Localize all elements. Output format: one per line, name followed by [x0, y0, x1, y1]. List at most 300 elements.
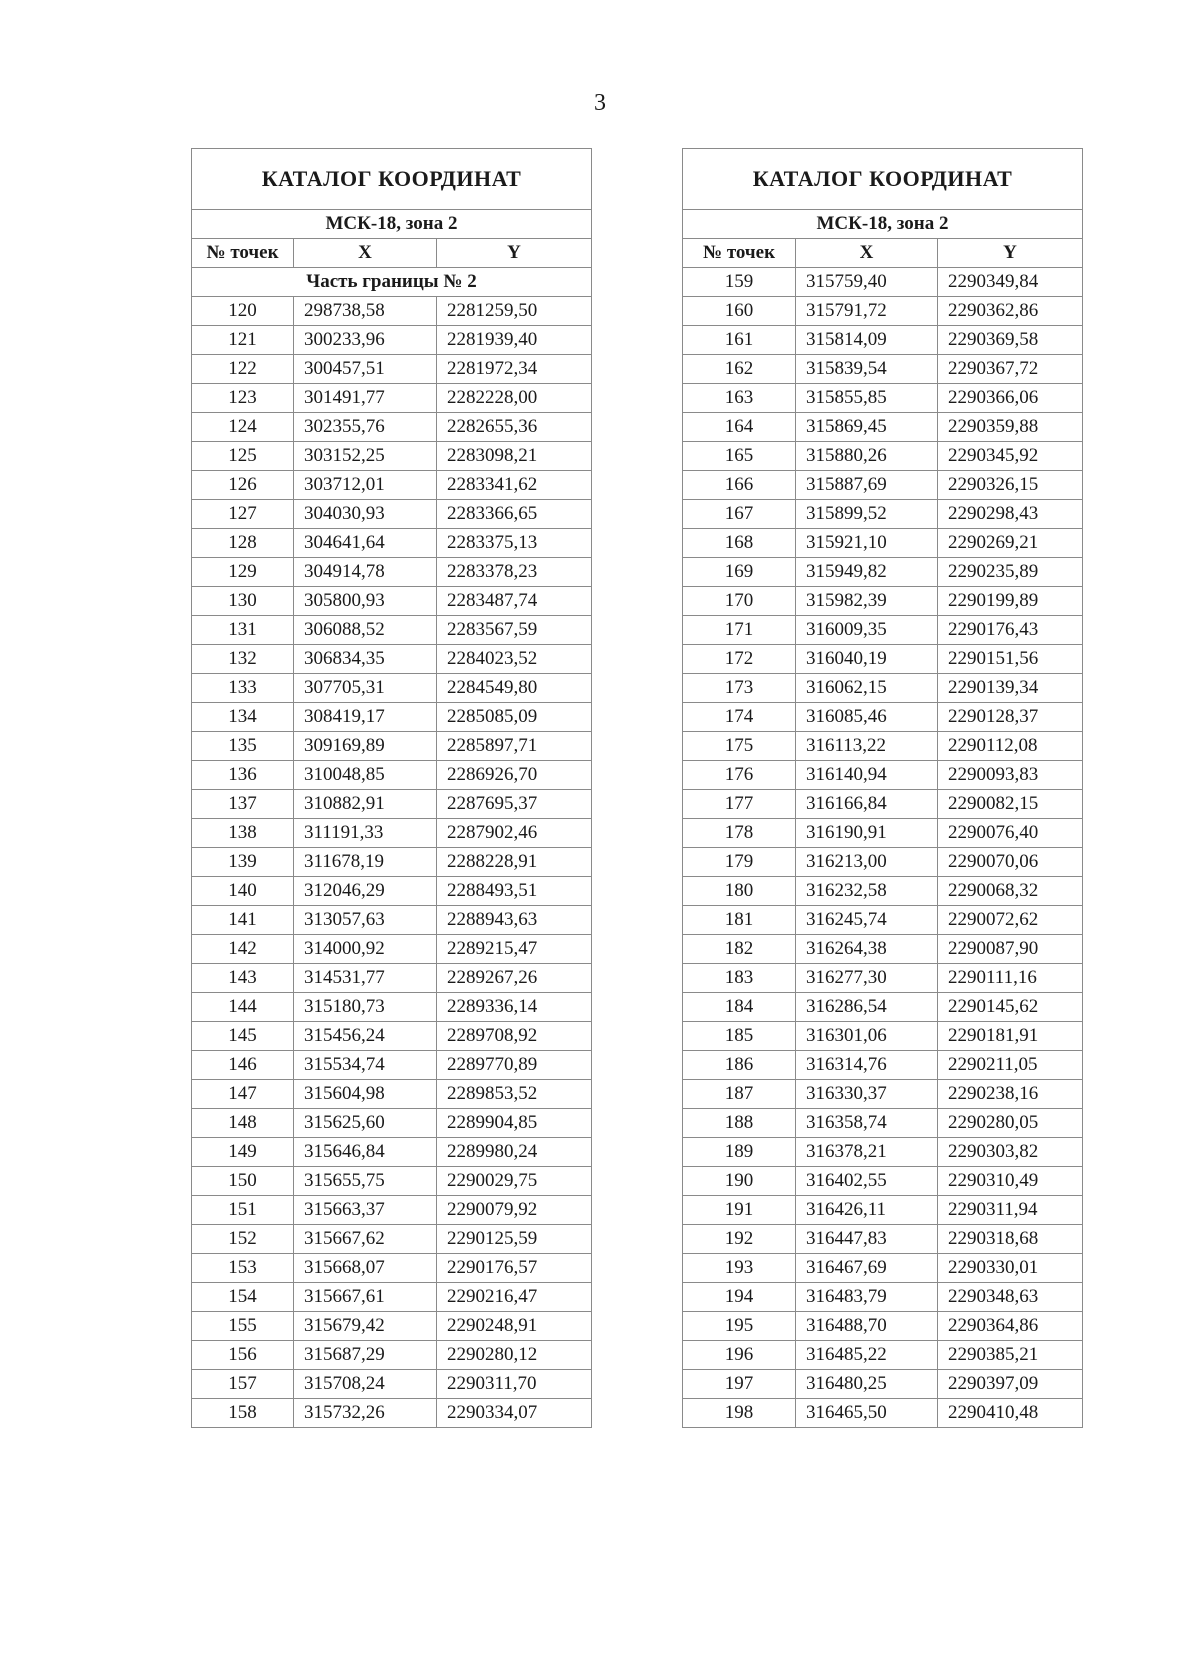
table-row	[192, 1283, 592, 1312]
x-coordinate-cell: 316465,50	[796, 1399, 938, 1428]
table-row	[192, 384, 592, 413]
table-row	[192, 674, 592, 703]
y-coordinate-cell: 2288943,63	[437, 906, 592, 935]
y-coordinate-cell: 2290318,68	[938, 1225, 1083, 1254]
point-number-cell: 182	[683, 935, 796, 964]
y-coordinate-cell: 2289853,52	[437, 1080, 592, 1109]
point-number-cell: 153	[192, 1254, 294, 1283]
x-coordinate-cell: 316467,69	[796, 1254, 938, 1283]
table-row	[192, 877, 592, 906]
point-number-cell: 140	[192, 877, 294, 906]
y-coordinate-cell: 2290070,06	[938, 848, 1083, 877]
table-row	[683, 1341, 1083, 1370]
point-number-cell: 161	[683, 326, 796, 355]
y-coordinate-cell: 2290298,43	[938, 500, 1083, 529]
table-row	[683, 442, 1083, 471]
y-coordinate-cell: 2290364,86	[938, 1312, 1083, 1341]
x-header: X	[294, 239, 437, 268]
table-row	[683, 1109, 1083, 1138]
y-coordinate-cell: 2290311,94	[938, 1196, 1083, 1225]
y-coordinate-cell: 2290145,62	[938, 993, 1083, 1022]
point-number-cell: 130	[192, 587, 294, 616]
table-row	[192, 1312, 592, 1341]
x-coordinate-cell: 316040,19	[796, 645, 938, 674]
y-coordinate-cell: 2290111,16	[938, 964, 1083, 993]
table-row	[192, 848, 592, 877]
y-coordinate-cell: 2289215,47	[437, 935, 592, 964]
x-coordinate-cell: 305800,93	[294, 587, 437, 616]
table-row	[192, 1022, 592, 1051]
x-coordinate-cell: 315604,98	[294, 1080, 437, 1109]
x-coordinate-cell: 316264,38	[796, 935, 938, 964]
point-number-cell: 163	[683, 384, 796, 413]
table-row	[683, 964, 1083, 993]
x-coordinate-cell: 316483,79	[796, 1283, 938, 1312]
y-coordinate-cell: 2283098,21	[437, 442, 592, 471]
y-coordinate-cell: 2282228,00	[437, 384, 592, 413]
y-coordinate-cell: 2290112,08	[938, 732, 1083, 761]
y-coordinate-cell: 2290176,43	[938, 616, 1083, 645]
y-coordinate-cell: 2290410,48	[938, 1399, 1083, 1428]
point-number-cell: 127	[192, 500, 294, 529]
table-row	[683, 819, 1083, 848]
x-coordinate-cell: 315839,54	[796, 355, 938, 384]
table-row	[192, 703, 592, 732]
point-number-cell: 154	[192, 1283, 294, 1312]
x-coordinate-cell: 315921,10	[796, 529, 938, 558]
x-coordinate-cell: 311191,33	[294, 819, 437, 848]
table-row	[192, 732, 592, 761]
y-coordinate-cell: 2290397,09	[938, 1370, 1083, 1399]
x-coordinate-cell: 298738,58	[294, 297, 437, 326]
point-number-cell: 139	[192, 848, 294, 877]
y-coordinate-cell: 2290311,70	[437, 1370, 592, 1399]
header-row	[683, 239, 1083, 268]
y-coordinate-cell: 2289267,26	[437, 964, 592, 993]
y-coordinate-cell: 2290199,89	[938, 587, 1083, 616]
x-coordinate-cell: 310048,85	[294, 761, 437, 790]
x-coordinate-cell: 315687,29	[294, 1341, 437, 1370]
x-coordinate-cell: 315732,26	[294, 1399, 437, 1428]
y-coordinate-cell: 2290362,86	[938, 297, 1083, 326]
point-number-cell: 145	[192, 1022, 294, 1051]
x-coordinate-cell: 316488,70	[796, 1312, 938, 1341]
point-number-cell: 142	[192, 935, 294, 964]
y-coordinate-cell: 2283487,74	[437, 587, 592, 616]
table-row	[192, 442, 592, 471]
point-number-cell: 169	[683, 558, 796, 587]
table-row	[683, 384, 1083, 413]
y-coordinate-cell: 2283341,62	[437, 471, 592, 500]
x-coordinate-cell: 316245,74	[796, 906, 938, 935]
point-number-cell: 188	[683, 1109, 796, 1138]
y-coordinate-cell: 2290093,83	[938, 761, 1083, 790]
x-coordinate-cell: 315667,62	[294, 1225, 437, 1254]
y-coordinate-cell: 2290330,01	[938, 1254, 1083, 1283]
table-row	[192, 326, 592, 355]
y-coordinate-cell: 2286926,70	[437, 761, 592, 790]
y-coordinate-cell: 2290151,56	[938, 645, 1083, 674]
x-coordinate-cell: 316358,74	[796, 1109, 938, 1138]
point-number-cell: 196	[683, 1341, 796, 1370]
x-coordinate-cell: 316447,83	[796, 1225, 938, 1254]
y-coordinate-cell: 2285897,71	[437, 732, 592, 761]
y-coordinate-cell: 2290235,89	[938, 558, 1083, 587]
y-coordinate-cell: 2283375,13	[437, 529, 592, 558]
x-coordinate-cell: 316301,06	[796, 1022, 938, 1051]
point-number-cell: 187	[683, 1080, 796, 1109]
x-coordinate-cell: 316277,30	[796, 964, 938, 993]
table-row	[192, 558, 592, 587]
coordinate-catalog-table	[191, 148, 592, 1428]
point-number-cell: 156	[192, 1341, 294, 1370]
x-coordinate-cell: 314531,77	[294, 964, 437, 993]
point-number-cell: 184	[683, 993, 796, 1022]
table-row	[192, 587, 592, 616]
y-coordinate-cell: 2288493,51	[437, 877, 592, 906]
y-coordinate-cell: 2288228,91	[437, 848, 592, 877]
x-coordinate-cell: 315679,42	[294, 1312, 437, 1341]
point-number-cell: 171	[683, 616, 796, 645]
point-number-cell: 120	[192, 297, 294, 326]
point-number-cell: 183	[683, 964, 796, 993]
y-coordinate-cell: 2290348,63	[938, 1283, 1083, 1312]
y-coordinate-cell: 2281939,40	[437, 326, 592, 355]
x-coordinate-cell: 301491,77	[294, 384, 437, 413]
table-row	[192, 471, 592, 500]
table-row	[683, 355, 1083, 384]
page-number: 3	[594, 90, 606, 116]
x-coordinate-cell: 316009,35	[796, 616, 938, 645]
y-coordinate-cell: 2290367,72	[938, 355, 1083, 384]
point-number-cell: 136	[192, 761, 294, 790]
point-number-cell: 198	[683, 1399, 796, 1428]
y-coordinate-cell: 2289904,85	[437, 1109, 592, 1138]
table-row	[192, 413, 592, 442]
table-row	[683, 935, 1083, 964]
x-coordinate-cell: 309169,89	[294, 732, 437, 761]
point-number-cell: 190	[683, 1167, 796, 1196]
y-coordinate-cell: 2290139,34	[938, 674, 1083, 703]
point-number-cell: 180	[683, 877, 796, 906]
x-coordinate-cell: 315759,40	[796, 268, 938, 297]
point-number-cell: 126	[192, 471, 294, 500]
x-coordinate-cell: 316286,54	[796, 993, 938, 1022]
y-coordinate-cell: 2281972,34	[437, 355, 592, 384]
table-row	[683, 1080, 1083, 1109]
x-coordinate-cell: 304030,93	[294, 500, 437, 529]
y-coordinate-cell: 2290369,58	[938, 326, 1083, 355]
x-coordinate-cell: 315814,09	[796, 326, 938, 355]
point-number-cell: 157	[192, 1370, 294, 1399]
point-number-cell: 146	[192, 1051, 294, 1080]
point-number-cell: 195	[683, 1312, 796, 1341]
point-number-cell: 135	[192, 732, 294, 761]
table-row	[683, 616, 1083, 645]
point-number-cell: 137	[192, 790, 294, 819]
point-number-cell: 147	[192, 1080, 294, 1109]
y-coordinate-cell: 2290082,15	[938, 790, 1083, 819]
point-number-cell: 121	[192, 326, 294, 355]
y-coordinate-cell: 2290176,57	[437, 1254, 592, 1283]
x-coordinate-cell: 316402,55	[796, 1167, 938, 1196]
point-number-cell: 143	[192, 964, 294, 993]
x-coordinate-cell: 316140,94	[796, 761, 938, 790]
y-coordinate-cell: 2289336,14	[437, 993, 592, 1022]
point-number-cell: 186	[683, 1051, 796, 1080]
point-number-cell: 155	[192, 1312, 294, 1341]
y-coordinate-cell: 2290125,59	[437, 1225, 592, 1254]
y-coordinate-cell: 2290345,92	[938, 442, 1083, 471]
y-coordinate-cell: 2290366,06	[938, 384, 1083, 413]
x-coordinate-cell: 316085,46	[796, 703, 938, 732]
table-row	[683, 1283, 1083, 1312]
y-coordinate-cell: 2285085,09	[437, 703, 592, 732]
y-coordinate-cell: 2290248,91	[437, 1312, 592, 1341]
table-row	[192, 1051, 592, 1080]
point-number-cell: 192	[683, 1225, 796, 1254]
table-row	[192, 1399, 592, 1428]
table-row	[683, 645, 1083, 674]
y-coordinate-cell: 2290349,84	[938, 268, 1083, 297]
point-number-cell: 141	[192, 906, 294, 935]
x-coordinate-cell: 315655,75	[294, 1167, 437, 1196]
table-row	[192, 1196, 592, 1225]
point-number-header: № точек	[683, 239, 796, 268]
x-coordinate-cell: 312046,29	[294, 877, 437, 906]
y-coordinate-cell: 2284023,52	[437, 645, 592, 674]
point-number-cell: 124	[192, 413, 294, 442]
x-coordinate-cell: 306088,52	[294, 616, 437, 645]
table-row	[683, 993, 1083, 1022]
point-number-cell: 149	[192, 1138, 294, 1167]
x-coordinate-cell: 315668,07	[294, 1254, 437, 1283]
table-row	[683, 1051, 1083, 1080]
point-number-cell: 151	[192, 1196, 294, 1225]
y-coordinate-cell: 2290238,16	[938, 1080, 1083, 1109]
x-coordinate-cell: 304641,64	[294, 529, 437, 558]
x-coordinate-cell: 316062,15	[796, 674, 938, 703]
point-number-cell: 164	[683, 413, 796, 442]
point-number-cell: 194	[683, 1283, 796, 1312]
x-coordinate-cell: 302355,76	[294, 413, 437, 442]
table-row	[683, 1138, 1083, 1167]
point-number-cell: 189	[683, 1138, 796, 1167]
x-coordinate-cell: 316232,58	[796, 877, 938, 906]
x-coordinate-cell: 304914,78	[294, 558, 437, 587]
point-number-cell: 172	[683, 645, 796, 674]
y-coordinate-cell: 2290385,21	[938, 1341, 1083, 1370]
point-number-cell: 138	[192, 819, 294, 848]
y-coordinate-cell: 2290269,21	[938, 529, 1083, 558]
table-row	[683, 877, 1083, 906]
point-number-cell: 148	[192, 1109, 294, 1138]
table-row	[683, 500, 1083, 529]
x-coordinate-cell: 315791,72	[796, 297, 938, 326]
x-coordinate-cell: 316485,22	[796, 1341, 938, 1370]
x-coordinate-cell: 306834,35	[294, 645, 437, 674]
x-coordinate-cell: 303152,25	[294, 442, 437, 471]
table-row	[683, 1254, 1083, 1283]
y-coordinate-cell: 2283378,23	[437, 558, 592, 587]
y-coordinate-cell: 2284549,80	[437, 674, 592, 703]
x-coordinate-cell: 315646,84	[294, 1138, 437, 1167]
y-coordinate-cell: 2281259,50	[437, 297, 592, 326]
y-coordinate-cell: 2290359,88	[938, 413, 1083, 442]
y-coordinate-cell: 2290280,05	[938, 1109, 1083, 1138]
table-row	[683, 413, 1083, 442]
point-number-cell: 158	[192, 1399, 294, 1428]
point-number-cell: 132	[192, 645, 294, 674]
x-coordinate-cell: 315667,61	[294, 1283, 437, 1312]
table-row	[192, 761, 592, 790]
point-number-cell: 193	[683, 1254, 796, 1283]
point-number-cell: 174	[683, 703, 796, 732]
x-coordinate-cell: 316314,76	[796, 1051, 938, 1080]
x-coordinate-cell: 315180,73	[294, 993, 437, 1022]
point-number-cell: 133	[192, 674, 294, 703]
point-number-cell: 197	[683, 1370, 796, 1399]
x-coordinate-cell: 315880,26	[796, 442, 938, 471]
table-row	[192, 1167, 592, 1196]
x-coordinate-cell: 315855,85	[796, 384, 938, 413]
y-coordinate-cell: 2289980,24	[437, 1138, 592, 1167]
point-number-cell: 160	[683, 297, 796, 326]
x-coordinate-cell: 315708,24	[294, 1370, 437, 1399]
table-row	[683, 587, 1083, 616]
x-coordinate-cell: 316213,00	[796, 848, 938, 877]
table-row	[192, 1254, 592, 1283]
y-coordinate-cell: 2283366,65	[437, 500, 592, 529]
table-row	[192, 964, 592, 993]
table-row	[192, 935, 592, 964]
table-row	[192, 790, 592, 819]
point-number-cell: 129	[192, 558, 294, 587]
table-row	[683, 326, 1083, 355]
x-coordinate-cell: 303712,01	[294, 471, 437, 500]
point-number-cell: 178	[683, 819, 796, 848]
point-number-cell: 191	[683, 1196, 796, 1225]
point-number-cell: 176	[683, 761, 796, 790]
point-number-cell: 159	[683, 268, 796, 297]
point-number-cell: 134	[192, 703, 294, 732]
y-coordinate-cell: 2290029,75	[437, 1167, 592, 1196]
point-number-cell: 175	[683, 732, 796, 761]
y-coordinate-cell: 2290280,12	[437, 1341, 592, 1370]
point-number-cell: 150	[192, 1167, 294, 1196]
x-coordinate-cell: 316330,37	[796, 1080, 938, 1109]
table-row	[192, 1080, 592, 1109]
y-coordinate-cell: 2290087,90	[938, 935, 1083, 964]
y-coordinate-cell: 2290068,32	[938, 877, 1083, 906]
table-row	[192, 645, 592, 674]
header-row	[192, 239, 592, 268]
table-title: КАТАЛОГ КООРДИНАТ	[683, 149, 1083, 210]
x-coordinate-cell: 308419,17	[294, 703, 437, 732]
x-coordinate-cell: 315982,39	[796, 587, 938, 616]
table-row	[192, 819, 592, 848]
table-row	[683, 529, 1083, 558]
x-coordinate-cell: 300457,51	[294, 355, 437, 384]
table-row	[192, 1109, 592, 1138]
y-coordinate-cell: 2290181,91	[938, 1022, 1083, 1051]
y-coordinate-cell: 2287902,46	[437, 819, 592, 848]
table-row	[683, 1312, 1083, 1341]
point-number-cell: 170	[683, 587, 796, 616]
y-coordinate-cell: 2290072,62	[938, 906, 1083, 935]
table-row	[192, 616, 592, 645]
point-number-cell: 128	[192, 529, 294, 558]
table-row	[683, 558, 1083, 587]
table-row	[683, 1167, 1083, 1196]
y-coordinate-cell: 2282655,36	[437, 413, 592, 442]
table-row	[683, 761, 1083, 790]
x-coordinate-cell: 316426,11	[796, 1196, 938, 1225]
point-number-cell: 173	[683, 674, 796, 703]
y-header: Y	[437, 239, 592, 268]
point-number-cell: 123	[192, 384, 294, 413]
x-coordinate-cell: 316166,84	[796, 790, 938, 819]
table-row	[683, 1022, 1083, 1051]
table-row	[683, 1370, 1083, 1399]
x-coordinate-cell: 315949,82	[796, 558, 938, 587]
table-title: КАТАЛОГ КООРДИНАТ	[192, 149, 592, 210]
y-coordinate-cell: 2290079,92	[437, 1196, 592, 1225]
point-number-cell: 166	[683, 471, 796, 500]
coordinate-catalog-table	[682, 148, 1083, 1428]
table-row	[683, 471, 1083, 500]
table-row	[192, 906, 592, 935]
point-number-cell: 131	[192, 616, 294, 645]
y-coordinate-cell: 2283567,59	[437, 616, 592, 645]
point-number-cell: 179	[683, 848, 796, 877]
table-row	[683, 1196, 1083, 1225]
x-coordinate-cell: 316190,91	[796, 819, 938, 848]
table-row	[192, 1370, 592, 1399]
table-row	[192, 1225, 592, 1254]
y-coordinate-cell: 2290334,07	[437, 1399, 592, 1428]
y-coordinate-cell: 2289708,92	[437, 1022, 592, 1051]
point-number-cell: 125	[192, 442, 294, 471]
x-coordinate-cell: 315625,60	[294, 1109, 437, 1138]
table-row	[192, 1138, 592, 1167]
point-number-cell: 122	[192, 355, 294, 384]
y-coordinate-cell: 2290076,40	[938, 819, 1083, 848]
point-number-cell: 144	[192, 993, 294, 1022]
table-row	[192, 297, 592, 326]
table-row	[192, 355, 592, 384]
table-row	[192, 993, 592, 1022]
x-coordinate-cell: 316113,22	[796, 732, 938, 761]
y-header: Y	[938, 239, 1083, 268]
x-coordinate-cell: 307705,31	[294, 674, 437, 703]
point-number-header: № точек	[192, 239, 294, 268]
table-row	[683, 790, 1083, 819]
y-coordinate-cell: 2290211,05	[938, 1051, 1083, 1080]
table-row	[683, 1399, 1083, 1428]
point-number-cell: 185	[683, 1022, 796, 1051]
table-row	[683, 674, 1083, 703]
section-label: Часть границы № 2	[192, 268, 592, 297]
y-coordinate-cell: 2290128,37	[938, 703, 1083, 732]
y-coordinate-cell: 2287695,37	[437, 790, 592, 819]
point-number-cell: 167	[683, 500, 796, 529]
point-number-cell: 181	[683, 906, 796, 935]
x-coordinate-cell: 315869,45	[796, 413, 938, 442]
x-coordinate-cell: 311678,19	[294, 848, 437, 877]
table-row	[683, 703, 1083, 732]
table-row	[683, 268, 1083, 297]
